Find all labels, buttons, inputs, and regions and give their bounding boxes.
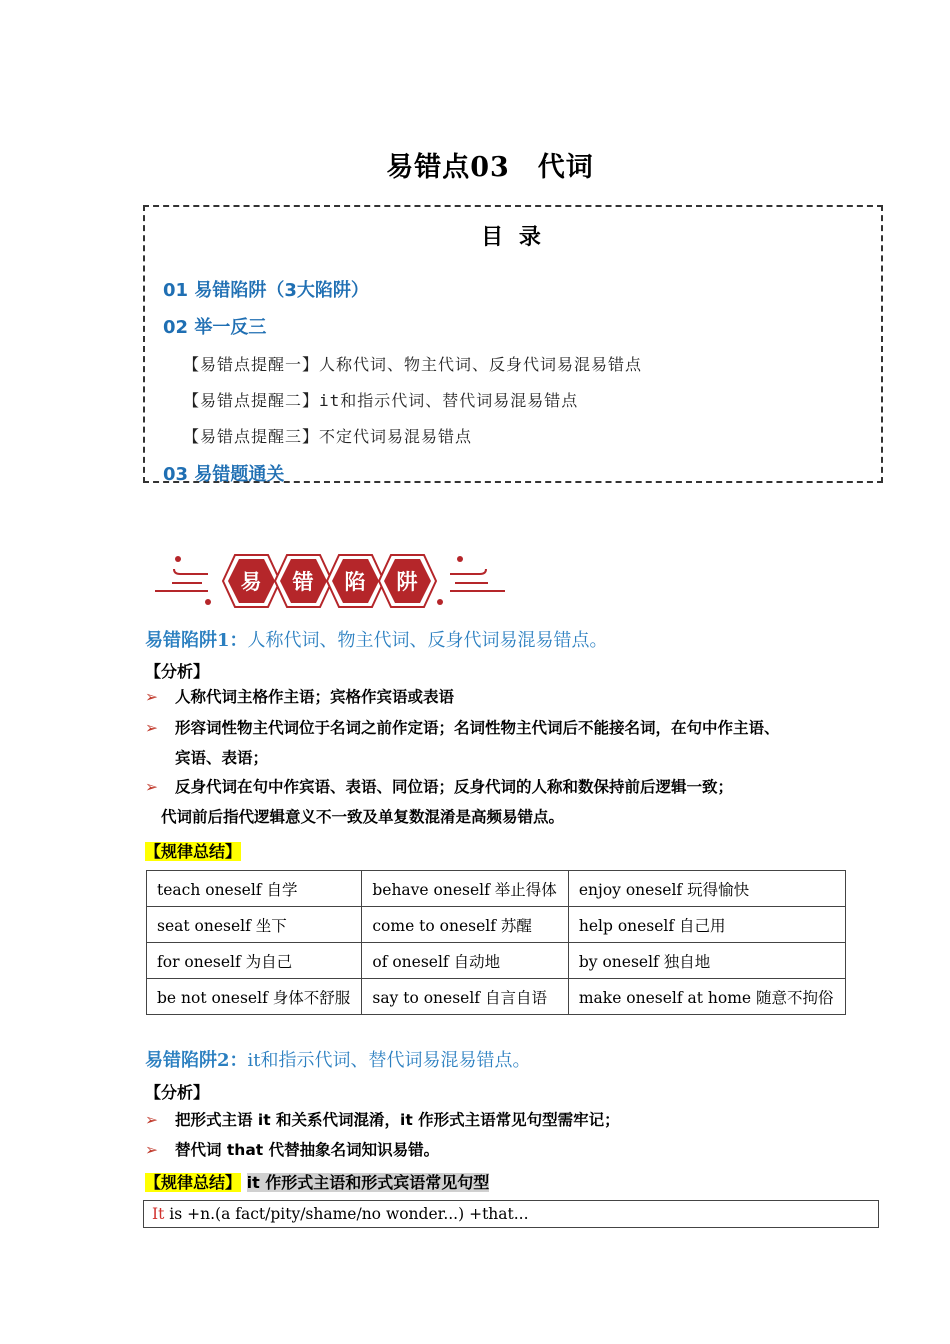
trap1-bullet-2-cont: 宾语、表语； xyxy=(175,749,269,767)
trap1-analysis-label: 【分析】 xyxy=(145,662,210,681)
toc-section-2[interactable]: 02 举一反三 xyxy=(163,317,267,338)
table-row xyxy=(147,979,846,1015)
trap2-bullet-1: ➢ 把形式主语 it 和关系代词混淆，it 作形式主语常见句型需牢记； xyxy=(145,1105,845,1135)
sentence-it: It xyxy=(152,1205,165,1223)
arrow-bullet-icon: ➢ xyxy=(145,778,158,796)
table-row xyxy=(147,871,846,907)
trap1-title-text: 人称代词、物主代词、反身代词易混易错点。 xyxy=(247,630,608,651)
table-cell: enjoy oneself 玩得愉快 xyxy=(568,871,845,907)
trap2-title-prefix: 易错陷阱2： xyxy=(145,1050,248,1071)
table-cell: be not oneself 身体不舒服 xyxy=(147,979,362,1015)
trap1-title xyxy=(145,626,608,652)
table-cell: make oneself at home 随意不拘俗 xyxy=(568,979,845,1015)
table-cell: say to oneself 自言自语 xyxy=(362,979,569,1015)
table-row xyxy=(147,907,846,943)
table-cell: by oneself 独自地 xyxy=(568,943,845,979)
toc-subitem-2[interactable]: 【易错点提醒二】it和指示代词、替代词易混易错点 xyxy=(183,391,579,410)
table-cell: seat oneself 坐下 xyxy=(147,907,362,943)
trap-banner xyxy=(150,550,510,612)
toc-subitem-3[interactable]: 【易错点提醒三】不定代词易混易错点 xyxy=(183,427,473,446)
trap2-summary-label: 【规律总结】 xyxy=(145,1173,242,1192)
table-row xyxy=(147,943,846,979)
toc-section-1[interactable]: 01 易错陷阱（3大陷阱） xyxy=(163,280,369,301)
trap2-summary xyxy=(145,1170,489,1193)
banner-char-1: 易 xyxy=(240,570,262,594)
arrow-bullet-icon: ➢ xyxy=(145,688,158,706)
it-sentence-pattern-box xyxy=(143,1200,879,1228)
trap2-title xyxy=(145,1046,531,1072)
table-cell: behave oneself 举止得体 xyxy=(362,871,569,907)
trap2-title-text: it和指示代词、替代词易混易错点。 xyxy=(247,1050,531,1071)
table-cell: teach oneself 自学 xyxy=(147,871,362,907)
sentence-rest: is +n.(a fact/pity/shame/no wonder...) +that... xyxy=(164,1205,529,1223)
trap1-bullet-1: ➢ 人称代词主格作主语；宾格作宾语或表语 xyxy=(145,682,845,712)
arrow-bullet-icon: ➢ xyxy=(145,1141,158,1159)
toc-heading: 目 录 xyxy=(481,225,545,250)
trap2-bullet-2: ➢ 替代词 that 代替抽象名词知识易错。 xyxy=(145,1135,845,1165)
table-cell: for oneself 为自己 xyxy=(147,943,362,979)
banner-char-4: 阱 xyxy=(396,570,418,594)
banner-char-3: 陷 xyxy=(344,570,366,594)
toc-section-3[interactable]: 03 易错题通关 xyxy=(163,464,285,485)
trap2-summary-topic: it 作形式主语和形式宾语常见句型 xyxy=(246,1173,490,1192)
trap1-note: 代词前后指代逻辑意义不一致及单复数混淆是高频易错点。 xyxy=(161,808,565,826)
table-cell: come to oneself 苏醒 xyxy=(362,907,569,943)
table-cell: of oneself 自动地 xyxy=(362,943,569,979)
trap1-bullet-2: ➢ 形容词性物主代词位于名词之前作定语；名词性物主代词后不能接名词，在句中作主语、 xyxy=(145,713,845,743)
trap1-title-prefix: 易错陷阱1： xyxy=(145,630,248,651)
arrow-bullet-icon: ➢ xyxy=(145,1111,158,1129)
banner-char-2: 错 xyxy=(292,570,314,594)
toc-subitem-1[interactable]: 【易错点提醒一】人称代词、物主代词、反身代词易混易错点 xyxy=(183,355,643,374)
oneself-phrase-table xyxy=(146,870,846,1015)
trap1-bullet-3: ➢ 反身代词在句中作宾语、表语、同位语；反身代词的人称和数保持前后逻辑一致； xyxy=(145,772,845,802)
table-cell: help oneself 自己用 xyxy=(568,907,845,943)
page-title: 易错点03 代词 xyxy=(386,152,594,183)
trap1-summary-label: 【规律总结】 xyxy=(145,842,242,861)
arrow-bullet-icon: ➢ xyxy=(145,719,158,737)
trap2-analysis-label: 【分析】 xyxy=(145,1083,210,1102)
